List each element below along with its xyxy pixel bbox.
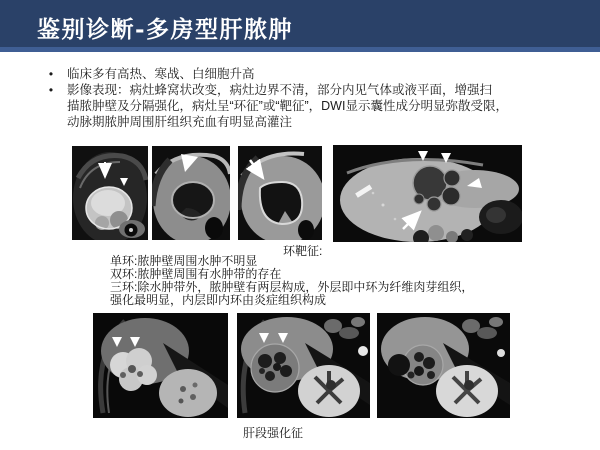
- figure-row2-image2-mri-multiloculated-arrowheads: [237, 313, 370, 418]
- kidney: [436, 365, 498, 417]
- figure-row1-image1-mri-t2-bright-abscess: [72, 146, 148, 240]
- segment-sign-caption: 肝段强化征: [243, 426, 304, 440]
- bullet-marker-2: •: [48, 83, 54, 97]
- bullet-item-1: 临床多有高热、寒战、白细胞升高: [67, 67, 255, 81]
- figure-row2-image3-mri-multiloculated: [377, 313, 510, 418]
- figure-row2-image1-mri-bright-cluster: [93, 313, 228, 418]
- bullet-item-2-line-3: 动脉期脓肿周围肝组织充血有明显高灌注: [67, 115, 293, 129]
- ring-target-line-3: 三环:除水肿带外，脓肿壁有两层构成，外层即中环为纤维肉芽组织，: [110, 280, 474, 294]
- slide-title: 鉴别诊断-多房型肝脓肿: [37, 16, 294, 43]
- figure-row1-image4-ct-multiloculated-abscess: [333, 145, 522, 242]
- abscess-locules: [413, 166, 460, 211]
- figure-row1-image2-mri-dark-lesion-arrowhead: [152, 146, 230, 240]
- kidney: [298, 365, 360, 417]
- bullet-marker-1: •: [48, 67, 54, 81]
- ring-target-caption: 环靶征:: [283, 244, 323, 258]
- ring-target-line-1: 单环:脓肿壁周围水肿不明显: [110, 254, 258, 268]
- bullet-item-2-line-2: 描脓肿壁及分隔强化，病灶呈“环征”或“靶征”，DWI显示囊性成分明显弥散受限，: [67, 99, 508, 113]
- ring-target-line-4: 强化最明显，内层即内环由炎症组织构成: [110, 293, 327, 307]
- header-accent-strip: [0, 47, 600, 52]
- bullet-item-2-line-1: 影像表现：病灶蜂窝状改变，病灶边界不清，部分内见气体或液平面，增强扫: [67, 83, 493, 97]
- multiloculated-lesion: [251, 344, 299, 392]
- ring-target-line-2: 双环:脓肿壁周围有水肿带的存在: [110, 267, 282, 281]
- figure-row1-image3-mri-dark-lesion-arrow: [238, 146, 322, 240]
